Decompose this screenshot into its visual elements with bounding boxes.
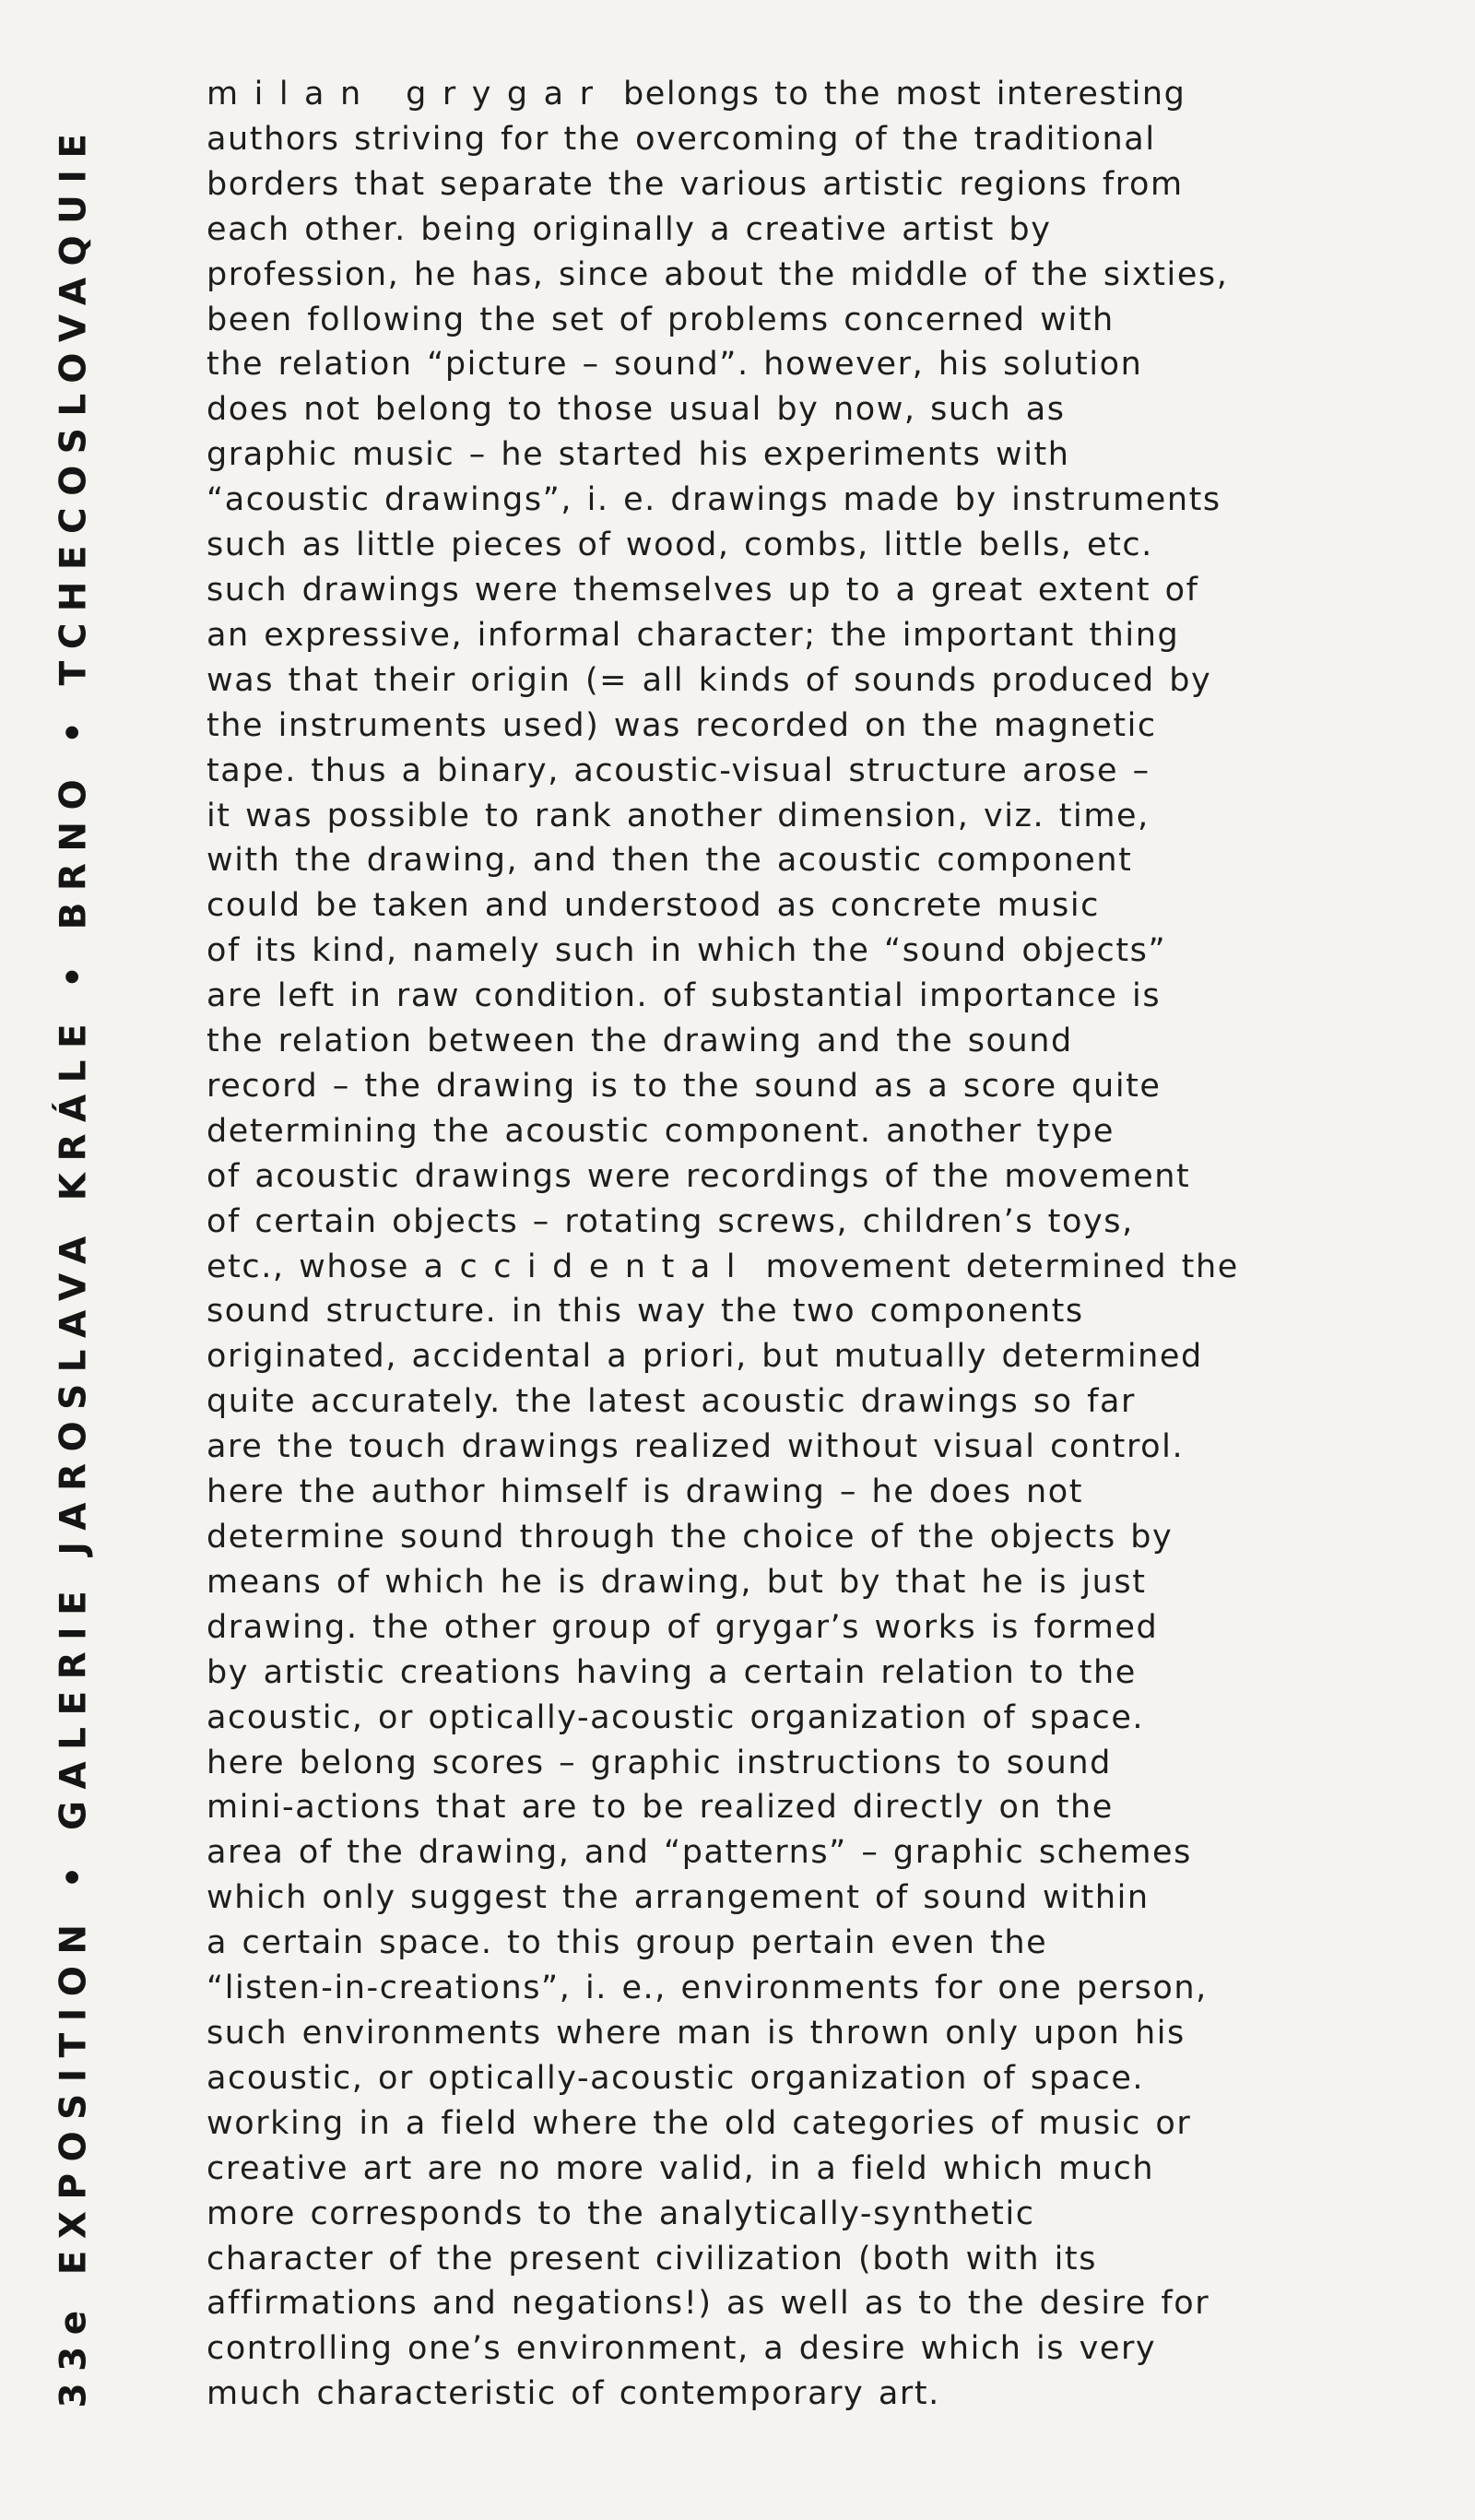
text-line: affirmations and negations!) as well as to the desire for xyxy=(206,2285,1210,2323)
text-line: it was possible to rank another dimension, viz. time, xyxy=(206,797,1150,834)
text-line: drawing. the other group of grygar’s works is formed xyxy=(206,1608,1159,1646)
text-line: are left in raw condition. of substantial importance is xyxy=(206,977,1162,1015)
text-line: sound structure. in this way the two components xyxy=(206,1293,1084,1331)
text-line: of certain objects – rotating screws, children’s toys, xyxy=(206,1202,1134,1240)
text-line: with the drawing, and then the acoustic component xyxy=(206,842,1133,880)
text-line: such as little pieces of wood, combs, little bells, etc. xyxy=(206,526,1153,564)
text-line: determining the acoustic component. another type xyxy=(206,1112,1115,1150)
text-line: more corresponds to the analytically-synthetic xyxy=(206,2195,1035,2232)
text-line: “acoustic drawings”, i. e. drawings made by instruments xyxy=(206,481,1221,519)
emphasized-word: accidental xyxy=(423,1248,751,1285)
text-line: a certain space. to this group pertain even the xyxy=(206,1924,1048,1962)
text-line: profession, he has, since about the middle of the sixties, xyxy=(206,255,1229,293)
text-line: does not belong to those usual by now, such as xyxy=(206,391,1066,429)
text-line: of its kind, namely such in which the “sound objects” xyxy=(206,932,1167,970)
text-line: acoustic, or optically-acoustic organization of space. xyxy=(206,2059,1145,2097)
text-line: the instruments used) was recorded on the magnetic xyxy=(206,706,1157,744)
text-line: authors striving for the overcoming of the traditional xyxy=(206,120,1156,158)
text-line: been following the set of problems concerned with xyxy=(206,301,1115,338)
text-line: acoustic, or optically-acoustic organization of space. xyxy=(206,1698,1145,1736)
text-line: are the touch drawings realized without visual control. xyxy=(206,1428,1185,1466)
text-line: such environments where man is thrown only upon his xyxy=(206,2014,1186,2052)
text-line: etc., whose accidental movement determined the xyxy=(206,1248,1239,1285)
text-line: controlling one’s environment, a desire which is very xyxy=(206,2330,1157,2368)
text-line: borders that separate the various artistic regions from xyxy=(206,165,1184,203)
text-line: record – the drawing is to the sound as a score quite xyxy=(206,1067,1162,1105)
text-line: an expressive, informal character; the important thing xyxy=(206,616,1180,654)
text-line: means of which he is drawing, but by that he is just xyxy=(206,1563,1147,1601)
text-line: could be taken and understood as concrete music xyxy=(206,887,1100,925)
text-line: character of the present civilization (both with its xyxy=(206,2240,1098,2277)
text-line: of acoustic drawings were recordings of the movement xyxy=(206,1157,1191,1195)
text-line: working in a field where the old categories of music or xyxy=(206,2104,1192,2142)
text-line: the relation between the drawing and the sound xyxy=(206,1023,1073,1060)
text-line: such drawings were themselves up to a great extent of xyxy=(206,571,1199,609)
text-line: the relation “picture – sound”. however, his solution xyxy=(206,346,1143,384)
text-line: each other. being originally a creative artist by xyxy=(206,210,1052,248)
text-line: tape. thus a binary, acoustic-visual structure arose – xyxy=(206,751,1150,789)
text-line: originated, accidental a priori, but mutually determined xyxy=(206,1338,1203,1376)
text-line: graphic music – he started his experiments with xyxy=(206,436,1070,474)
text-line: milan grygar belongs to the most interesting xyxy=(206,76,1186,112)
side-banner xyxy=(0,0,148,2520)
text-line: “listen-in-creations”, i. e., environments for one person, xyxy=(206,1970,1208,2007)
text-line: mini-actions that are to be realized directly on the xyxy=(206,1789,1114,1827)
article-body xyxy=(206,72,1442,2417)
text-line: was that their origin (= all kinds of sounds produced by xyxy=(206,661,1212,699)
text-line: by artistic creations having a certain relation to the xyxy=(206,1653,1137,1691)
text-line: much characteristic of contemporary art. xyxy=(206,2375,940,2413)
text-line: creative art are no more valid, in a field which much xyxy=(206,2149,1155,2187)
text-line: here belong scores – graphic instructions to sound xyxy=(206,1744,1112,1781)
exhibition-vertical-title: 33e EXPOSITION • GALERIE JAROSLAVA KRÁLE • BRNO • TCHECOSLOVAQUIE xyxy=(53,122,95,2408)
text-line: which only suggest the arrangement of sound within xyxy=(206,1879,1150,1917)
text-line: area of the drawing, and “patterns” – graphic schemes xyxy=(206,1834,1192,1872)
author-name: milan grygar xyxy=(206,76,609,112)
text-line: determine sound through the choice of the objects by xyxy=(206,1519,1174,1556)
text-line: quite accurately. the latest acoustic drawings so far xyxy=(206,1383,1136,1421)
text-line: here the author himself is drawing – he does not xyxy=(206,1473,1084,1511)
